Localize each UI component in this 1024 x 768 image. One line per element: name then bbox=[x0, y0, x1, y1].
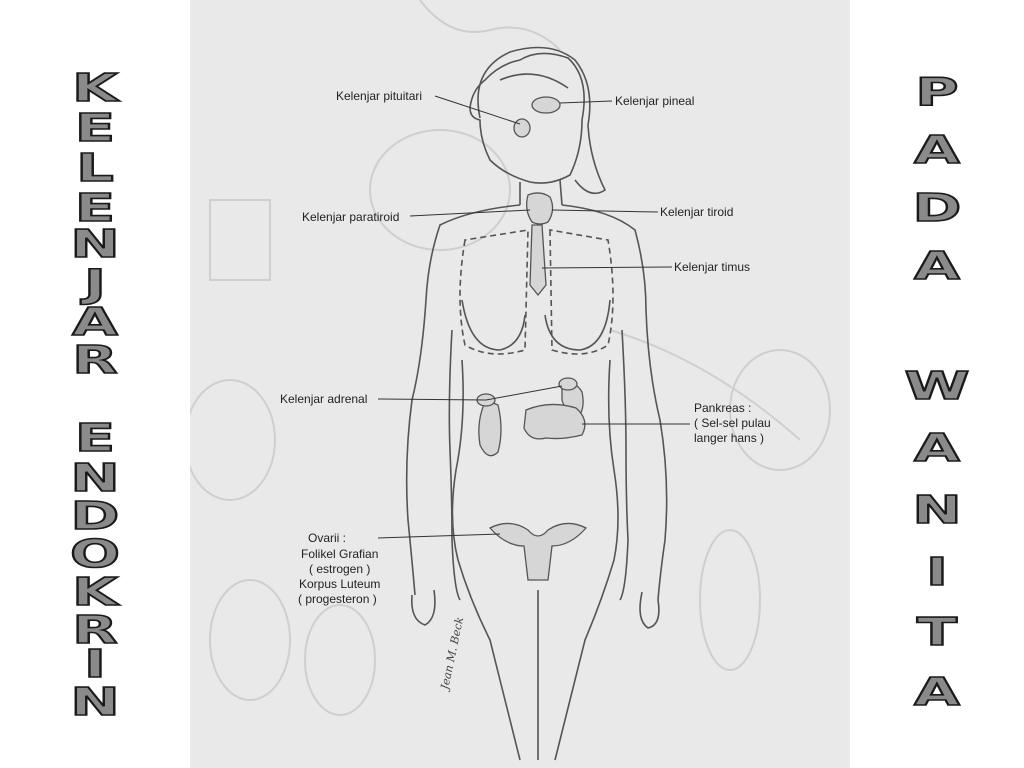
left-title-letter: D bbox=[70, 494, 120, 538]
label-pineal: Kelenjar pineal bbox=[615, 94, 695, 108]
right-vertical-title bbox=[850, 0, 1024, 768]
left-title-letter: R bbox=[72, 608, 118, 652]
label-pankreas-1: Pankreas : bbox=[694, 401, 752, 415]
label-ovarii-3: ( estrogen ) bbox=[309, 562, 371, 576]
right-title-letter: A bbox=[914, 670, 960, 714]
kidney-left bbox=[479, 400, 501, 456]
left-title-letter: N bbox=[70, 680, 120, 724]
label-adrenal: Kelenjar adrenal bbox=[280, 392, 368, 406]
adrenal-right bbox=[559, 378, 577, 390]
pituitary-gland bbox=[514, 119, 530, 137]
label-timus: Kelenjar timus bbox=[674, 260, 751, 274]
label-paratiroid: Kelenjar paratiroid bbox=[302, 210, 400, 224]
diagram-labels bbox=[280, 89, 771, 693]
left-title-letter: K bbox=[72, 570, 118, 614]
organs bbox=[477, 97, 586, 580]
right-title-letter: W bbox=[904, 364, 970, 408]
right-title-letter: A bbox=[914, 128, 960, 172]
pineal-gland bbox=[532, 97, 560, 113]
endocrine-diagram bbox=[190, 0, 850, 768]
label-ovarii-5: ( progesteron ) bbox=[298, 592, 377, 606]
left-title-letter: L bbox=[76, 146, 114, 190]
label-pituitari: Kelenjar pituitari bbox=[336, 89, 423, 103]
pancreas bbox=[524, 404, 585, 438]
uterus-ovaries bbox=[490, 523, 586, 580]
label-pankreas-2: ( Sel-sel pulau bbox=[694, 416, 771, 430]
label-tiroid: Kelenjar tiroid bbox=[660, 205, 734, 219]
left-title-letter: E bbox=[74, 106, 116, 150]
left-title-letter: I bbox=[84, 642, 106, 686]
left-title-letter: K bbox=[72, 66, 118, 110]
left-title-letter: J bbox=[84, 262, 106, 306]
right-title-letter: P bbox=[915, 70, 959, 114]
label-ovarii-2: Folikel Grafian bbox=[301, 547, 379, 561]
left-title-letter: A bbox=[72, 300, 118, 344]
thymus-gland bbox=[530, 225, 546, 295]
label-ovarii-1: Ovarii : bbox=[308, 531, 347, 545]
left-title-letter: N bbox=[70, 222, 120, 266]
left-title-letter: O bbox=[69, 532, 121, 576]
right-title-letter: D bbox=[912, 186, 962, 230]
artist-signature: Jean M. Beck bbox=[438, 615, 467, 691]
left-title-letter: E bbox=[74, 416, 116, 460]
right-title-letter: A bbox=[914, 426, 960, 470]
left-title-letter: N bbox=[70, 456, 120, 500]
endocrine-diagram-panel bbox=[190, 0, 850, 768]
left-title-letter: R bbox=[72, 338, 118, 382]
right-title-letter: N bbox=[912, 488, 962, 532]
thyroid-gland bbox=[527, 193, 553, 224]
left-vertical-title bbox=[0, 0, 190, 768]
right-title-letter: A bbox=[914, 244, 960, 288]
label-pankreas-3: langer hans ) bbox=[694, 431, 765, 445]
right-title-letter: T bbox=[916, 610, 958, 654]
left-title-letter: E bbox=[74, 186, 116, 230]
background-ghost-shapes bbox=[190, 0, 830, 715]
right-title-letter: I bbox=[926, 550, 948, 594]
label-ovarii-4: Korpus Luteum bbox=[299, 577, 381, 591]
